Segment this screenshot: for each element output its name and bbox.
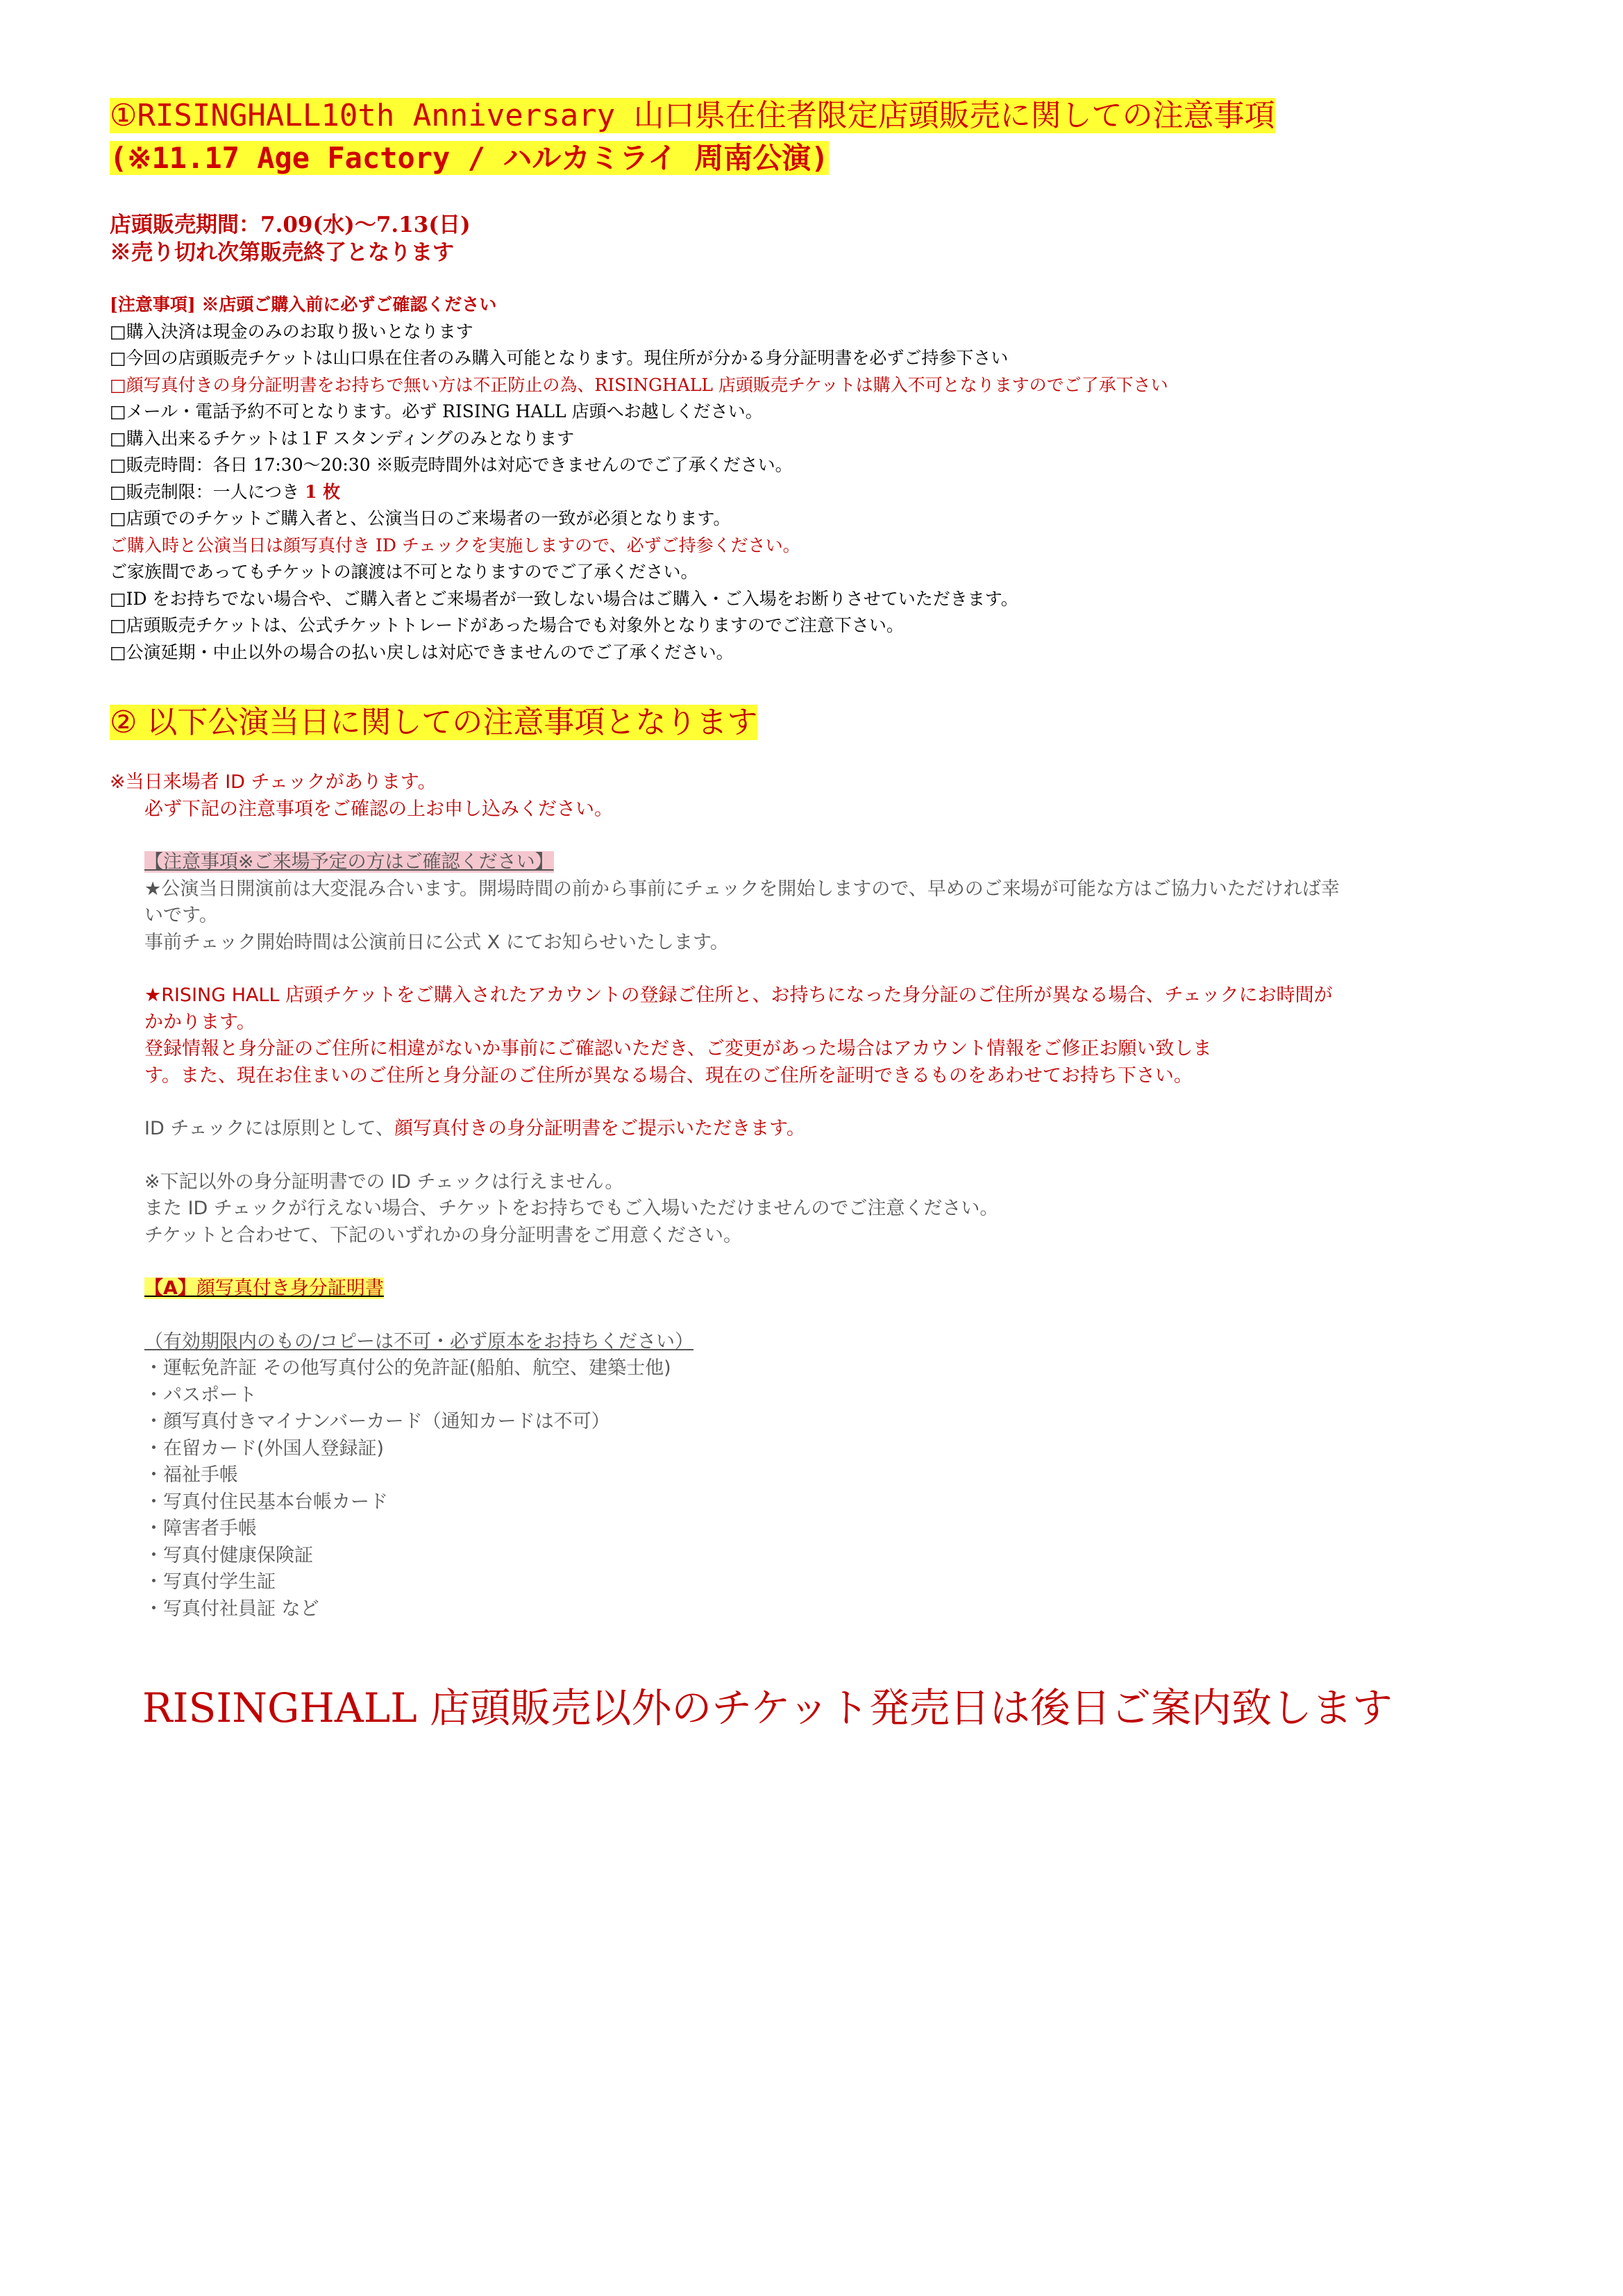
id-list-item: ・パスポート [144, 1384, 257, 1406]
other-id-line3: チケットと合わせて、下記のいずれかの身分証明書をご用意ください。 [144, 1224, 743, 1246]
id-rule-red: 顔写真付きの身分証明書をご提示いただきます。 [394, 1118, 805, 1139]
id-check-notice: ※当日来場者 ID チェックがあります。 [110, 771, 437, 793]
id-check-sub: 必ず下記の注意事項をご確認の上お申し込みください。 [144, 798, 613, 820]
star2-line3: 登録情報と身分証のご住所に相違がないか事前にご確認いただき、ご変更があった場合はアカウント情報をご修正お願い致しま [144, 1038, 1212, 1059]
note-item: □顔写真付きの身分証明書をお持ちで無い方は不正防止の為、RISINGHALL 店頭販売チケットは購入不可となりますのでご了承下さい [110, 374, 1168, 395]
sale-period: 店頭販売期間：7.09(水)〜7.13(日) [110, 212, 471, 237]
note-item: □店頭でのチケットご購入者と、公演当日のご来場者の一致が必須となります。 [110, 508, 731, 528]
section1-title [110, 96, 1275, 136]
section1-title-line1: ①RISINGHALL10th Anniversary 山口県在住者限定店頭販売に関しての注意事項 [110, 98, 1275, 133]
notes-label: 【注意事項※ご来場予定の方はご確認ください】 [144, 851, 554, 873]
note-item: □メール・電話予約不可となります。必ず RISING HALL 店頭へお越しください。 [110, 401, 763, 421]
id-list-item: ・顔写真付きマイナンバーカード（通知カードは不可） [144, 1411, 610, 1432]
id-rule-prefix: ID チェックには原則として、 [144, 1118, 394, 1139]
section1-subtitle [110, 139, 829, 178]
limit-value: 1 枚 [305, 481, 341, 502]
limit-label: □販売制限：一人につき [110, 481, 300, 502]
note-item: □購入出来るチケットは１F スタンディングのみとなります [110, 428, 575, 449]
star1-line2: いです。 [144, 905, 218, 926]
footer-announcement: RISINGHALL 店頭販売以外のチケット発売日は後日ご案内致します [142, 1684, 1393, 1732]
notes-heading: [注意事項] ※店頭ご購入前に必ずご確認ください [110, 294, 497, 315]
section1-notes [110, 292, 1168, 666]
id-category-a [144, 1277, 384, 1299]
note-item: □今回の店頭販売チケットは山口県在住者のみ購入可能となります。現住所が分かる身分証明書を必ずご持参下さい [110, 348, 1009, 368]
note-item: □公演延期・中止以外の場合の払い戻しは対応できませんのでご了承ください。 [110, 642, 734, 662]
a-label: 【A】 [144, 1277, 196, 1299]
star2-line1: ★RISING HALL 店頭チケットをご購入されたアカウントの登録ご住所と、お持ちになった身分証のご住所が異なる場合、チェックにお時間が [144, 984, 1333, 1006]
a-title: 顔写真付き身分証明書 [196, 1277, 384, 1299]
star2-line4: す。また、現在お住まいのご住所と身分証のご住所が異なる場合、現在のご住所を証明できるものをあわせてお持ち下さい。 [144, 1064, 1193, 1087]
id-list-item: ・写真付社員証 など [144, 1598, 319, 1620]
id-list-item: ・福祉手帳 [144, 1464, 238, 1486]
note-item: ご家族間であってもチケットの譲渡は不可となりますのでご了承ください。 [110, 562, 698, 582]
other-id-line1: ※下記以外の身分証明書での ID チェックは行えません。 [144, 1171, 624, 1193]
id-list-item: ・写真付学生証 [144, 1571, 276, 1593]
star1-line3: 事前チェック開始時間は公演前日に公式 X にてお知らせいたします。 [144, 931, 729, 953]
validity-note: （有効期限内のもの/コピーは不可・必ず原本をお持ちください） [144, 1330, 694, 1352]
id-rule [110, 1116, 1340, 1143]
id-list-item: ・在留カード(外国人登録証) [144, 1437, 385, 1459]
id-list-item: ・障害者手帳 [144, 1518, 257, 1539]
note-item: □店頭販売チケットは、公式チケットトレードがあった場合でも対象外となりますのでご注意下さい。 [110, 615, 904, 635]
note-item: □ID をお持ちでない場合や、ご購入者とご来場者が一致しない場合はご購入・ご入場をお断りさせていただきます。 [110, 588, 1018, 609]
section1-title-line2: (※11.17 Age Factory / ハルカミライ 周南公演) [110, 141, 829, 175]
note-item-limit [110, 479, 1168, 506]
id-list-item: ・写真付健康保険証 [144, 1544, 313, 1566]
section2-title-text: ② 以下公演当日に関しての注意事項となります [110, 705, 758, 740]
star2-line2: かかります。 [144, 1011, 255, 1033]
soldout-note: ※売り切れ次第販売終了となります [110, 240, 454, 265]
note-item: ご購入時と公演当日は顔写真付き ID チェックを実施しますので、必ずご持参ください。 [110, 535, 800, 555]
section2-title [110, 703, 757, 743]
note-item: □販売時間：各日 17:30〜20:30 ※販売時間外は対応できませんのでご了承ください。 [110, 455, 793, 475]
other-id-line2: また ID チェックが行えない場合、チケットをお持ちでもご入場いただけませんのでご注意ください。 [144, 1198, 999, 1219]
id-list-item: ・運転免許証 その他写真付公的免許証(船舶、航空、建築士他) [144, 1357, 671, 1379]
id-list-item: ・写真付住民基本台帳カード [144, 1491, 388, 1513]
note-item: □購入決済は現金のみのお取り扱いとなります [110, 321, 473, 342]
star1-line1: ★公演当日開演前は大変混み合います。開場時間の前から事前にチェックを開始しますので、早めのご来場が可能な方はご協力いただければ幸 [144, 878, 1340, 900]
section2-body [110, 769, 1340, 1623]
